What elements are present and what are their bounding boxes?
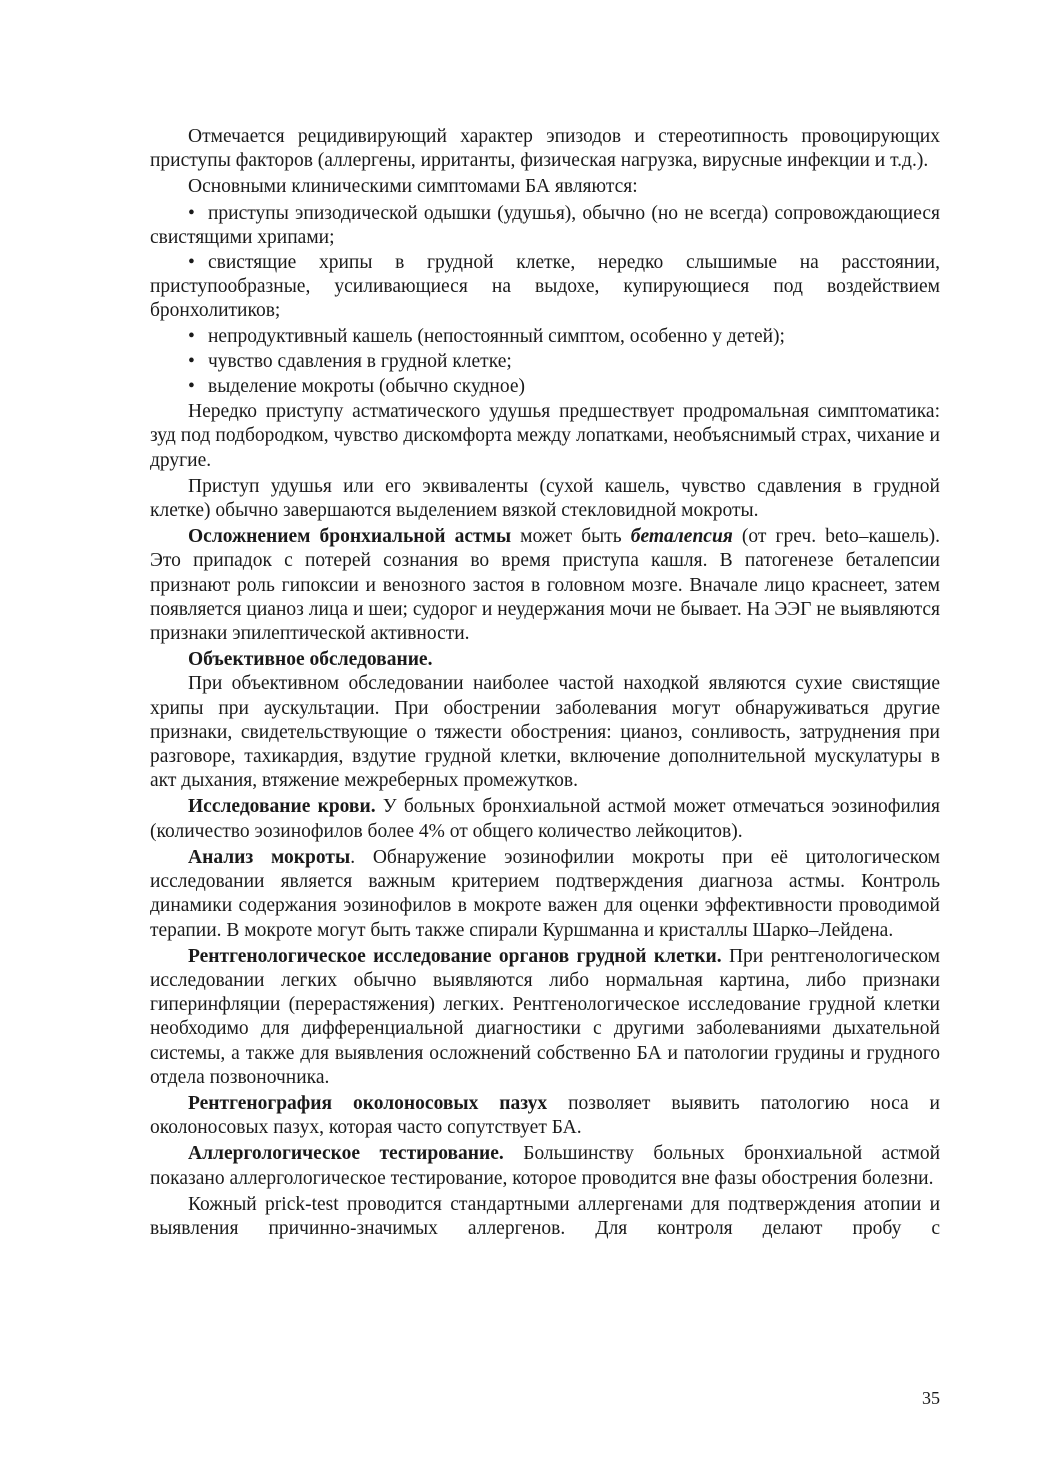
paragraph-betalepsy: Осложнением бронхиальной астмы может быть беталепсия (от греч. beto–кашель). Это припадок с потерей сознания во время приступа кашля. В патогенезе беталепсии признают роль гипоксии и венозного застоя в головном мозге. Вначале лицо краснеет, затем появляется цианоз лица и шеи; судорог и неудержания мочи не бывает. На ЭЭГ не выявляются признаки эпилептической активности. (150, 526, 941, 645)
paragraph-xray-chest: Рентгенологическое исследование органов грудной клетки. При рентгенологическом исследовании легких обычно выявляются либо нормальная картина, либо признаки гиперинфляции (перерастяжения) легких. Рентгенологическое исследование грудной клетки необходимо для дифференциальной диагностики с другими заболеваниями дыхательной системы, а также для выявления осложнений собственно БА и патологии грудины и грудного отдела позвоночника. (150, 945, 940, 1088)
paragraph-prick-test: Кожный prick-test проводится стандартными аллергенами для подтверждения атопии и выявления причинно-значимых аллергенов. Для контроля делают пробу с (150, 1193, 940, 1239)
bullet-icon: • (188, 202, 195, 224)
bullet-icon: • (188, 376, 195, 398)
paragraph-blood-test: Исследование крови. У больных бронхиальной астмой может отмечаться эозинофилия (количество эозинофилов более 4% от общего количество лейкоцитов). (150, 796, 940, 842)
paragraph-symptoms-intro: Основными клиническими симптомами БА являются: (188, 176, 638, 198)
bullet-item: • свистящие хрипы в грудной клетке, нередко слышимые на расстоянии, приступообразные, усиливающиеся на выдохе, купирующиеся под воздействием бронхолитиков; (150, 252, 940, 322)
page-body (150, 125, 940, 1243)
paragraph-prodromal: Нередко приступу астматического удушья предшествует продромальная симптоматика: зуд под подбородком, чувство дискомфорта между лопатками, необъяснимый страх, чихание и другие. (150, 401, 940, 471)
bullet-item: • приступы эпизодической одышки (удушья), обычно (но не всегда) сопровождающиеся свистящими хрипами; (150, 202, 940, 248)
paragraph-recurrence: Отмечается рецидивирующий характер эпизодов и стереотипность провоцирующих приступы факторов (аллергены, ирританты, физическая нагрузка, вирусные инфекции и т.д.). (150, 126, 940, 172)
paragraph-allergy-testing: Аллергологическое тестирование. Большинству больных бронхиальной астмой показано аллергологическое тестирование, которое проводится вне фазы обострения болезни. (150, 1143, 941, 1189)
page-number: 35 (922, 1388, 940, 1408)
section-heading: Объективное обследование. (188, 649, 433, 671)
bullet-icon: • (188, 252, 195, 274)
paragraph-xray-sinus: Рентгенография околоносовых пазух позволяет выявить патологию носа и околоносовых пазух, которая часто сопутствует БА. (150, 1092, 940, 1139)
bullet-item: • непродуктивный кашель (непостоянный симптом, особенно у детей); (150, 325, 940, 349)
bullet-icon: • (188, 350, 195, 372)
bullet-icon: • (188, 325, 195, 347)
paragraph-attack-end: Приступ удушья или его эквиваленты (сухой кашель, чувство сдавления в грудной клетке) обычно завершаются выделением вязкой стекловидной мокроты. (150, 475, 940, 522)
bullet-item: • чувство сдавления в грудной клетке; (150, 350, 940, 374)
paragraph-sputum: Анализ мокроты. Обнаружение эозинофилии мокроты при её цитологическом исследовании является важным критерием подтверждения диагноза астмы. Контроль динамики содержания эозинофилов в мокроте важен для оценки эффективности проводимой терапии. В мокроте могут быть также спирали Куршманна и кристаллы Шарко–Лейдена. (150, 846, 940, 941)
bullet-item: • выделение мокроты (обычно скудное) (150, 375, 940, 399)
paragraph-examination: При объективном обследовании наиболее частой находкой являются сухие свистящие хрипы при аускультации. При обострении заболевания могут обнаруживаться другие признаки, свидетельствующие о тяжести обострения: цианоз, сонливость, затруднения при разговоре, тахикардия, вздутие грудной клетки, включение дополнительной мускулатуры в акт дыхания, втяжение межреберных промежутков. (150, 673, 940, 792)
